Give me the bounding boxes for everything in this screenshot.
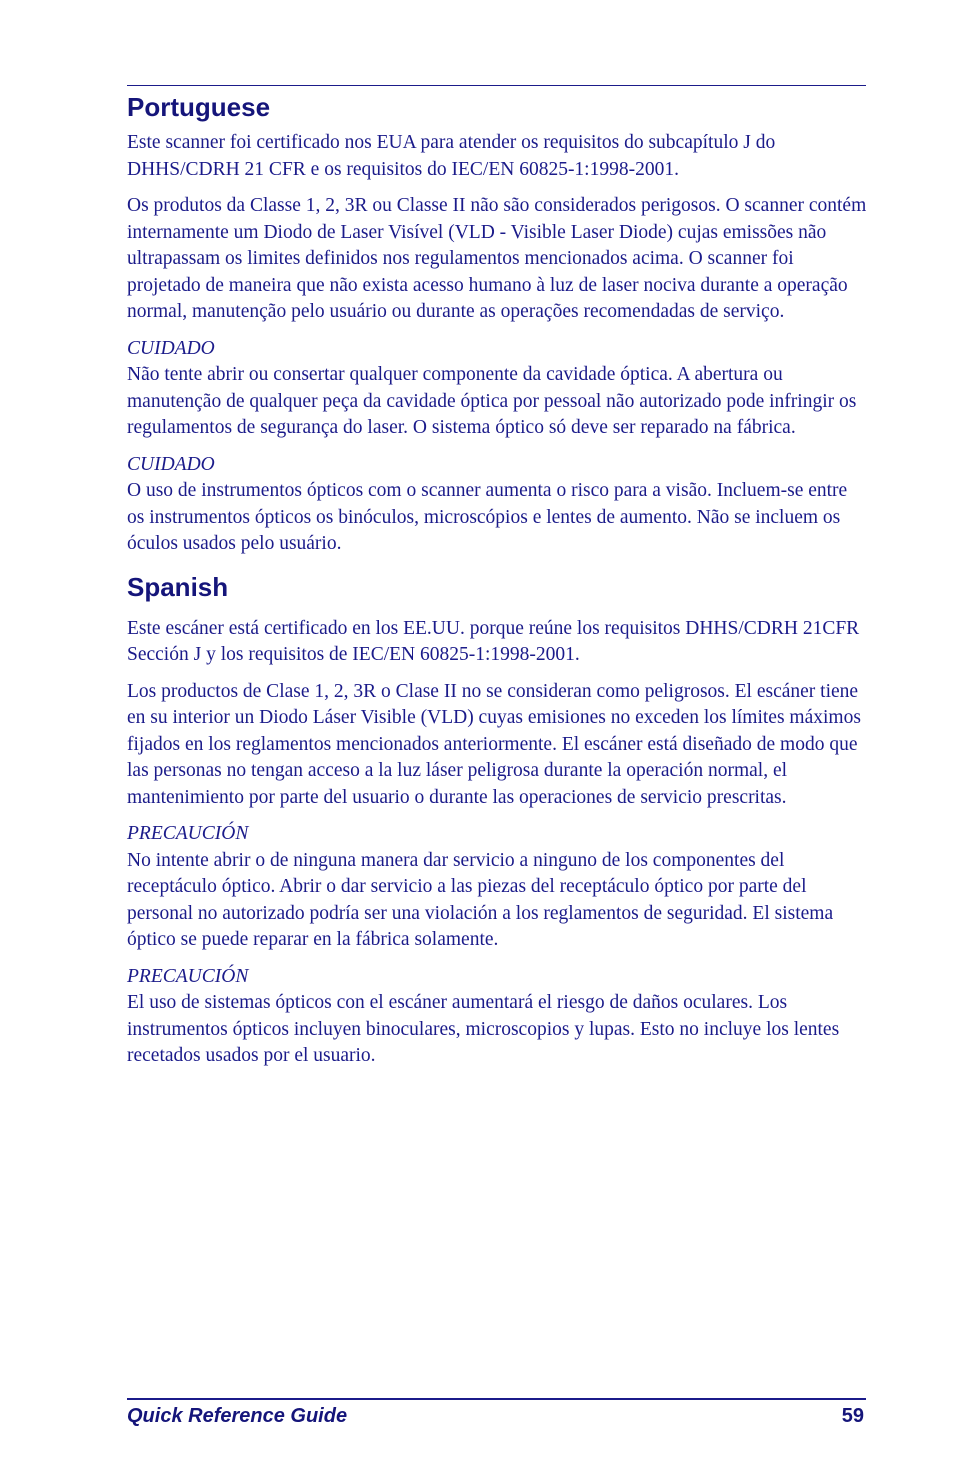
- caution-label: CUIDADO: [127, 337, 215, 359]
- spanish-caution-1: [127, 821, 869, 954]
- caution-text: Não tente abrir ou consertar qualquer componente da cavidade óptica. A abertura ou manutenção de qualquer peça da cavidade óptica por pessoal não autorizado pode infringir os regulamentos de segurança do laser. O sistema óptico só deve ser reparado na fábrica.: [127, 364, 857, 438]
- caution-text: O uso de instrumentos ópticos com o scanner aumenta o risco para a visão. Incluem-se entre os instrumentos ópticos os binóculos, microscópios e lentes de aumento. Não se incluem os óculos usados pelo usuário.: [127, 480, 848, 554]
- top-rule: [127, 85, 866, 86]
- portuguese-paragraph-2: Os produtos da Classe 1, 2, 3R ou Classe II não são considerados perigosos. O scanner contém internamente um Diodo de Laser Visível (VLD - Visible Laser Diode) cujas emissões não ultrapassam os limites definidos nos regulamentos mencionados acima. O scanner foi projetado de maneira que não exista acesso humano à luz de laser nociva durante a operação normal, manutenção pelo usuário ou durante as operações recomendadas de serviço.: [127, 195, 867, 322]
- caution-text: No intente abrir o de ninguna manera dar servicio a ninguno de los componentes del receptáculo óptico. Abrir o dar servicio a las piezas del receptáculo óptico por parte del personal no autorizado podría ser una violación a los reglamentos de seguridad. El sistema óptico se puede reparar en la fábrica solamente.: [127, 849, 834, 950]
- caution-label: PRECAUCIÓN: [127, 823, 249, 844]
- portuguese-caution-2: [127, 452, 869, 558]
- page-number: 59: [841, 1405, 864, 1427]
- footer-title: Quick Reference Guide: [127, 1405, 348, 1427]
- page-footer: [127, 1405, 864, 1428]
- portuguese-heading: Portuguese: [127, 92, 271, 122]
- footer-rule: [127, 1398, 866, 1400]
- spanish-section: [127, 570, 869, 1070]
- page-content: [127, 90, 869, 1080]
- caution-label: CUIDADO: [127, 453, 215, 475]
- portuguese-paragraph-1: Este scanner foi certificado nos EUA para atender os requisitos do subcapítulo J do DHHS/CDRH 21 CFR e os requisitos do IEC/EN 60825-1:1998-2001.: [127, 132, 776, 180]
- portuguese-caution-1: [127, 336, 869, 442]
- spanish-paragraph-2: Los productos de Clase 1, 2, 3R o Clase II no se consideran como peligrosos. El escáner tiene en su interior un Diodo Láser Visible (VLD) cuyas emisiones no exceden los límites máximos fijados en los reglamentos mencionados anteriormente. El escáner está diseñado de modo que las personas no tengan acceso a la luz láser peligrosa durante la operación normal, el mantenimiento por parte del usuario o durante las operaciones de servicio prescritas.: [127, 680, 861, 808]
- spanish-caution-2: [127, 964, 869, 1070]
- portuguese-section: [127, 90, 869, 558]
- caution-label: PRECAUCIÓN: [127, 965, 249, 987]
- spanish-paragraph-1: Este escáner está certificado en los EE.UU. porque reúne los requisitos DHHS/CDRH 21CFR Sección J y los requisitos de IEC/EN 60825-1:1998-2001.: [127, 617, 860, 665]
- caution-text: El uso de sistemas ópticos con el escáner aumentará el riesgo de daños oculares. Los instrumentos ópticos incluyen binoculares, microscopios y lupas. Esto no incluye los lentes recetados usados por el usuario.: [127, 992, 840, 1066]
- spanish-heading: Spanish: [127, 571, 229, 602]
